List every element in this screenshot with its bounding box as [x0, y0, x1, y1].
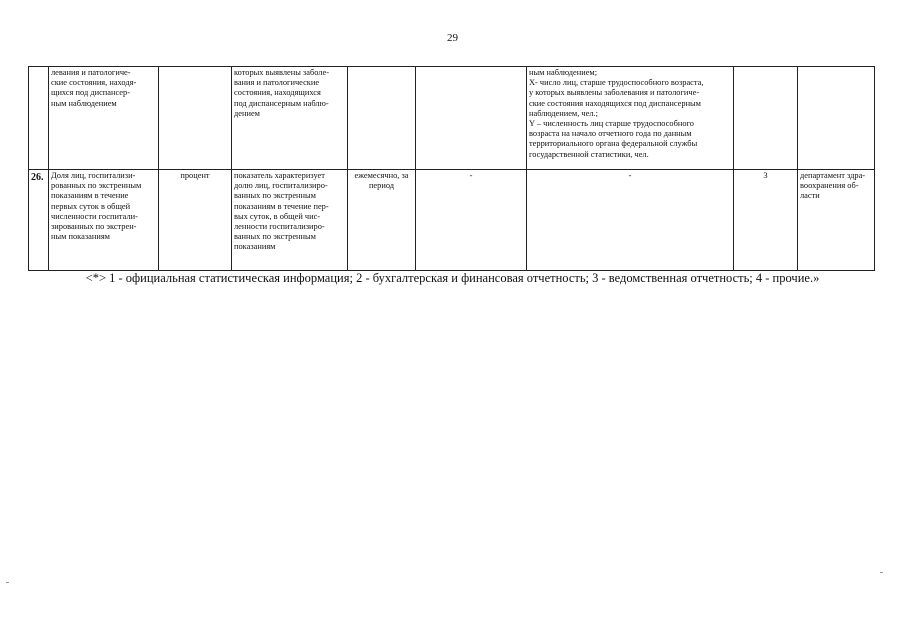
unit-cell	[159, 67, 232, 170]
description-cell: которых выявлены заболе- вания и патологические состояния, находящихся под диспансерным наблю- дением	[232, 67, 348, 170]
scan-speck	[6, 582, 9, 583]
formula-cell: -	[527, 170, 734, 271]
indicator-table	[28, 66, 875, 271]
frequency-cell	[348, 67, 416, 170]
formula-cell: ным наблюдением; X- число лиц, старше трудоспособного возраста, у которых выявлены заболевания и патологиче- ские состояния находящихся под диспансерным наблюдением, чел.; Y – численность лиц старше трудоспособного возраста на начало отчетного года по данным территориального органа федеральной службы государственной статистики, чел.	[527, 67, 734, 170]
indicator-name-cell: левания и патологиче- ские состояния, находя- щихся под диспансер- ным наблюдением	[49, 67, 159, 170]
responsible-cell	[798, 67, 875, 170]
row-number	[29, 67, 49, 170]
table-row	[29, 67, 875, 170]
source-cell	[734, 67, 798, 170]
source-cell: 3	[734, 170, 798, 271]
description-cell: показатель характеризует долю лиц, госпитализиро- ванных по экстренным показаниям в течение пер- вых суток, в общей чис- ленности госпитализиро- ванных по экстренным показаниям	[232, 170, 348, 271]
column-5-cell: -	[416, 170, 527, 271]
column-5-cell	[416, 67, 527, 170]
scan-speck	[880, 572, 883, 573]
indicator-name-cell: Доля лиц, госпитализи- рованных по экстренным показаниям в течение первых суток в общей численности госпитали- зированных по экстрен- ным показаниям	[49, 170, 159, 271]
unit-cell: процент	[159, 170, 232, 271]
responsible-cell: департамент здра- воохранения об- ласти	[798, 170, 875, 271]
page-number: 29	[447, 32, 458, 44]
footnote: <*> 1 - официальная статистическая информация; 2 - бухгалтерская и финансовая отчетность; 3 - ведомственная отчетность; 4 - прочие.»	[85, 271, 820, 285]
table-row	[29, 170, 875, 271]
row-number: 26.	[29, 170, 49, 271]
frequency-cell: ежемесячно, за период	[348, 170, 416, 271]
